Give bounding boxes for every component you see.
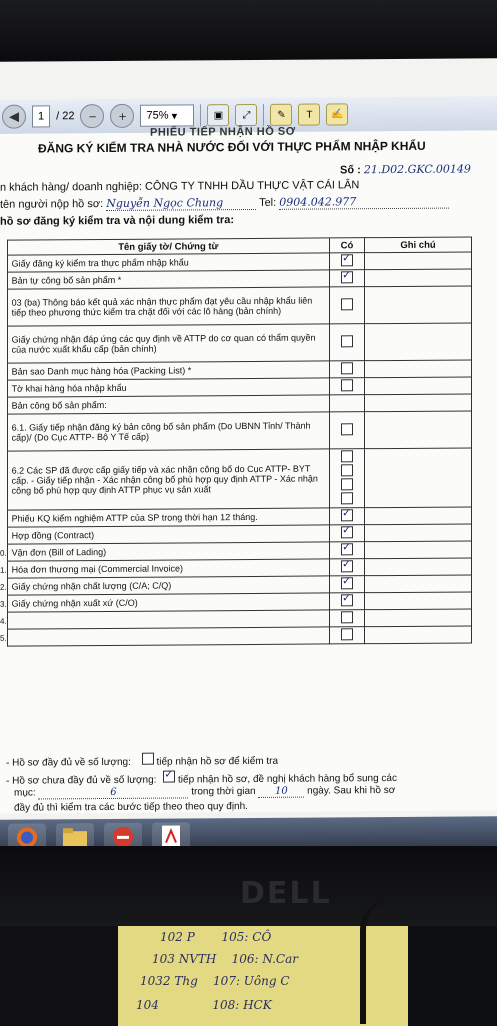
submitter-value: Nguyễn Ngọc Chung bbox=[106, 196, 256, 211]
record-number: Số : 21.D02.GKC.00149 bbox=[340, 162, 471, 177]
row-index bbox=[0, 397, 7, 414]
row-note-cell bbox=[365, 377, 472, 395]
zoom-in-icon[interactable]: + bbox=[110, 104, 134, 128]
note-line-2: 103 NVTH 106: N.Car bbox=[152, 952, 299, 966]
row-checkbox[interactable] bbox=[341, 298, 353, 310]
note-line-1: 102 P 105: CÔ bbox=[160, 930, 272, 944]
row-note-cell bbox=[365, 269, 472, 287]
row-co-cell bbox=[330, 395, 365, 412]
page-total: / 22 bbox=[56, 110, 75, 123]
documents-table bbox=[0, 236, 472, 646]
row-index: 2. bbox=[0, 582, 7, 592]
submitter-label: tên người nộp hồ sơ: bbox=[0, 198, 104, 211]
row-checkbox[interactable] bbox=[341, 526, 353, 538]
header-co: Có bbox=[330, 238, 365, 253]
row-document-name: Bản tự công bố sản phẩm * bbox=[7, 270, 329, 289]
row-co-cell bbox=[330, 270, 365, 287]
sign-icon[interactable]: ✍ bbox=[326, 103, 348, 125]
row-index: 3. bbox=[0, 599, 7, 609]
row-checkbox[interactable] bbox=[341, 611, 353, 623]
row-note-cell bbox=[365, 558, 472, 576]
row-document-name: Giấy chứng nhận xuất xứ (C/O) bbox=[7, 593, 329, 612]
row-checkbox[interactable] bbox=[341, 254, 353, 266]
table-row bbox=[0, 411, 472, 451]
row-co-cell bbox=[330, 593, 365, 610]
period-tail: ngày. Sau khi hồ sơ bbox=[307, 784, 396, 797]
footer-last-line: đầy đủ thì kiểm tra các bước tiếp theo theo quy định. bbox=[14, 801, 248, 814]
row-note-cell bbox=[365, 360, 472, 378]
footer-missing-text: - Hồ sơ chưa đầy đủ về số lượng: bbox=[6, 774, 157, 787]
row-index bbox=[0, 363, 7, 380]
tel-label: Tel: bbox=[259, 196, 277, 209]
row-note-cell bbox=[365, 323, 472, 361]
form-heading-cut: PHIẾU TIẾP NHẬN HỒ SƠ bbox=[150, 125, 296, 139]
submitter-line bbox=[0, 195, 449, 212]
row-note-cell bbox=[365, 626, 472, 644]
row-checkbox[interactable] bbox=[341, 577, 353, 589]
full-checkbox[interactable] bbox=[142, 753, 154, 765]
row-index bbox=[0, 380, 7, 397]
row-checkbox[interactable] bbox=[341, 379, 353, 391]
row-document-name: Hợp đồng (Contract) bbox=[7, 525, 329, 544]
row-note-cell bbox=[365, 541, 472, 559]
row-document-name bbox=[7, 627, 329, 646]
zoom-out-icon[interactable]: − bbox=[80, 104, 104, 128]
page-number-input[interactable]: 1 bbox=[32, 105, 50, 127]
row-checkbox[interactable] bbox=[341, 492, 353, 504]
row-checkbox[interactable] bbox=[341, 271, 353, 283]
row-co-cell bbox=[330, 412, 365, 449]
monitor-brand-logo: DELL bbox=[240, 876, 332, 911]
row-document-name: Vận đơn (Bill of Lading) bbox=[7, 542, 329, 561]
row-document-name: Phiếu KQ kiểm nghiệm ATTP của SP trong thời hạn 12 tháng. bbox=[7, 508, 329, 527]
row-document-name: Bản sao Danh mục hàng hóa (Packing List) * bbox=[7, 361, 329, 380]
row-index bbox=[0, 326, 7, 363]
company-line bbox=[0, 179, 359, 194]
row-co-cell bbox=[330, 627, 365, 644]
company-label: n khách hàng/ doanh nghiệp: bbox=[0, 180, 142, 194]
table-row bbox=[0, 323, 472, 363]
header-name: Tên giấy tờ/ Chứng từ bbox=[7, 238, 329, 255]
row-index bbox=[0, 255, 7, 272]
row-checkbox[interactable] bbox=[341, 423, 353, 435]
footer-missing-note: tiếp nhận hồ sơ, đề nghị khách hàng bổ sung các bbox=[178, 772, 397, 786]
index-header bbox=[0, 240, 7, 255]
row-document-name: 03 (ba) Thông báo kết quả xác nhận thực phẩm đạt yêu cầu nhập khẩu liên tiếp theo phương thức kiểm tra chặt đối với các lô hàng (bản chính) bbox=[7, 287, 329, 326]
row-checkbox[interactable] bbox=[341, 543, 353, 555]
row-note-cell bbox=[365, 592, 472, 610]
row-note-cell bbox=[365, 448, 472, 508]
row-checkbox[interactable] bbox=[341, 478, 353, 490]
tel-value: 0904.042.977 bbox=[279, 195, 449, 210]
row-co-cell bbox=[330, 287, 365, 324]
row-note-cell bbox=[365, 524, 472, 542]
row-document-name: Giấy chứng nhận chất lượng (C/A; C/Q) bbox=[7, 576, 329, 595]
row-checkbox[interactable] bbox=[341, 450, 353, 462]
footer-muc bbox=[14, 785, 395, 800]
table-body bbox=[0, 252, 472, 646]
header-ghichu: Ghi chú bbox=[365, 237, 472, 253]
row-index: 0. bbox=[0, 548, 7, 558]
table-row bbox=[0, 448, 472, 510]
row-index bbox=[0, 289, 7, 326]
document-page bbox=[0, 125, 497, 814]
row-note-cell bbox=[365, 286, 472, 324]
monitor-bezel-top bbox=[0, 0, 497, 62]
company-value: CÔNG TY TNHH DẦU THỰC VẬT CÁI LÂN bbox=[144, 179, 360, 193]
row-checkbox[interactable] bbox=[341, 560, 353, 572]
row-index bbox=[0, 451, 7, 510]
period-label: trong thời gian bbox=[191, 785, 256, 798]
record-number-value: 21.D02.GKC.00149 bbox=[363, 162, 471, 177]
row-checkbox[interactable] bbox=[341, 509, 353, 521]
row-note-cell bbox=[365, 609, 472, 627]
period-value: 10 bbox=[258, 786, 304, 798]
row-co-cell bbox=[330, 449, 365, 508]
fit-width-icon[interactable]: ⤢ bbox=[235, 104, 257, 126]
footer-full bbox=[6, 752, 278, 769]
muc-value: 6 bbox=[38, 786, 188, 799]
cable bbox=[360, 900, 406, 1024]
row-co-cell bbox=[330, 378, 365, 395]
row-note-cell bbox=[365, 507, 472, 525]
note-line-3: 1032 Thg 107: Uông C bbox=[140, 974, 290, 988]
monitor-screen bbox=[0, 58, 497, 851]
row-index bbox=[0, 527, 7, 544]
section-title: hồ sơ đăng ký kiểm tra và nội dung kiểm tra: bbox=[0, 214, 234, 228]
row-co-cell bbox=[330, 610, 365, 627]
row-index bbox=[0, 414, 7, 451]
zoom-value: 75% bbox=[146, 109, 169, 122]
muc-label: mục: bbox=[14, 787, 36, 799]
row-index bbox=[0, 510, 7, 527]
row-checkbox[interactable] bbox=[341, 335, 353, 347]
fit-page-icon[interactable]: ▣ bbox=[207, 104, 229, 126]
row-document-name: Hóa đơn thương mại (Commercial Invoice) bbox=[7, 559, 329, 578]
footer-missing bbox=[6, 769, 397, 787]
note-line-4: 104 108: HCK bbox=[136, 998, 272, 1012]
row-checkbox[interactable] bbox=[341, 464, 353, 476]
row-checkbox[interactable] bbox=[341, 594, 353, 606]
row-checkbox[interactable] bbox=[341, 628, 353, 640]
table-row bbox=[0, 626, 472, 646]
table-row bbox=[0, 286, 472, 326]
row-checkbox[interactable] bbox=[341, 362, 353, 374]
row-note-cell bbox=[365, 411, 472, 449]
desk-shadow bbox=[0, 926, 118, 1024]
row-index: 1. bbox=[0, 565, 7, 575]
row-document-name: Bản công bố sản phẩm: bbox=[7, 395, 329, 414]
row-note-cell bbox=[365, 575, 472, 593]
form-heading: ĐĂNG KÝ KIỂM TRA NHÀ NƯỚC ĐỐI VỚI THỰC PHẨM NHẬP KHẨU bbox=[38, 138, 426, 156]
row-note-cell bbox=[365, 252, 472, 270]
prev-page-icon[interactable]: ◀ bbox=[2, 105, 26, 129]
row-note-cell bbox=[365, 394, 472, 412]
row-document-name: Giấy đăng ký kiểm tra thực phẩm nhập khẩu bbox=[7, 253, 329, 272]
footer-full-text: - Hồ sơ đầy đủ về số lượng: bbox=[6, 756, 131, 769]
missing-checkbox[interactable] bbox=[163, 771, 175, 783]
row-co-cell bbox=[330, 361, 365, 378]
highlight-icon[interactable]: T bbox=[298, 103, 320, 125]
footer-full-note: tiếp nhận hồ sơ để kiểm tra bbox=[156, 755, 279, 768]
zoom-select[interactable]: 75% ▾ bbox=[140, 104, 194, 126]
row-document-name: Tờ khai hàng hóa nhập khẩu bbox=[7, 378, 329, 397]
comment-icon[interactable]: ✎ bbox=[270, 104, 292, 126]
toolbar-divider bbox=[263, 104, 264, 126]
row-document-name: 6.1. Giấy tiếp nhận đăng ký bản công bố sản phẩm (Do UBNN Tỉnh/ Thành cấp)/ (Do Cục ATTP- Bộ Y Tế cấp) bbox=[7, 412, 329, 451]
row-document-name: 6.2 Các SP đã được cấp giấy tiếp và xác nhận công bố do Cục ATTP- BYT cấp. - Giấy tiếp nhận - Xác nhận công bố phù hợp quy định ATTP - Xác nhận công bố phù hợp quy định ATTP phục vụ sản xuất bbox=[7, 449, 329, 510]
row-index: 4. bbox=[0, 616, 7, 626]
row-index bbox=[0, 272, 7, 289]
toolbar-divider bbox=[200, 104, 201, 126]
row-index: 5. bbox=[0, 633, 7, 643]
row-co-cell bbox=[330, 324, 365, 361]
row-document-name: Giấy chứng nhận đáp ứng các quy định về ATTP do cơ quan có thẩm quyền của nước xuất khẩu cấp (bản chính) bbox=[7, 324, 329, 363]
